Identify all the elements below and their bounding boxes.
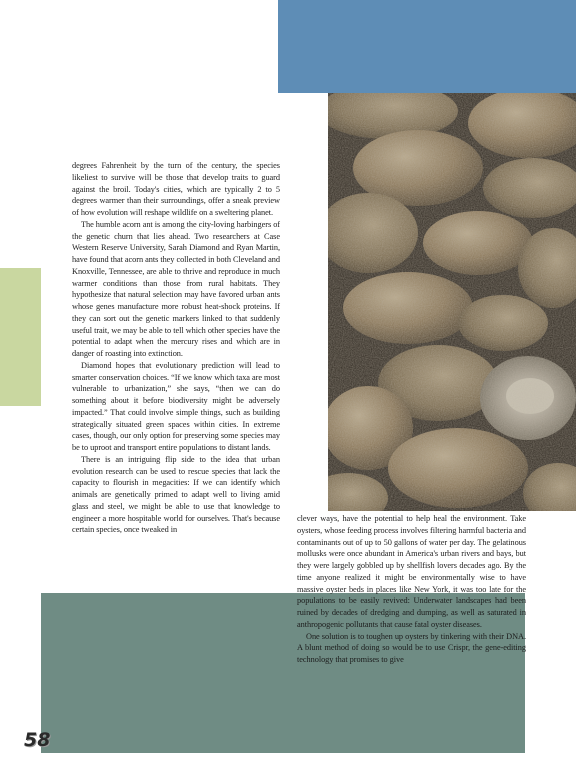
article-column-left xyxy=(72,160,280,536)
article-paragraph: One solution is to toughen up oysters by tinkering with their DNA. A blunt method of doing so would be to use Crispr, the gene-editing technology that promises to give xyxy=(297,631,526,664)
article-paragraph: The humble acorn ant is among the city-loving harbingers of the genetic churn that lies ahead. Two researchers at Case Western Reserve University, Sarah Diamond and Ryan Martin, have found that acorn ants they collected in both Cleveland and Knoxville, Tennessee, are able to thrive and reproduce in much warmer conditions than those from rural habitats. They hypothesize that natural selection may have favored urban ants whose genes manufacture more robust heat-shock proteins. If they can sort out the genetic markers linked to that suddenly useful trait, we may be able to tell which other species have the potential to adapt when the mercury rises and which are in danger of roasting into extinction. xyxy=(72,219,280,358)
article-paragraph: There is an intriguing flip side to the idea that urban evolution research can be used to rescue species that lack the capacity to flourish in megacities: If we can identify which animals are genetically primed to adapt well to living amid glass and steel, we might be able to use that knowledge to engineer a more hospitable world for ourselves. That's because certain species, once tweaked in xyxy=(72,454,280,535)
oysters-photo xyxy=(328,93,576,511)
green-color-block xyxy=(0,268,41,406)
blue-color-block xyxy=(278,0,576,93)
article-paragraph: clever ways, have the potential to help heal the environment. Take oysters, whose feeding process involves filtering harmful bacteria and contaminants out of up to 50 gallons of water per day. The gelatinous mollusks were once abundant in America's urban rivers and bays, but they were largely gobbled up by shellfish lovers decades ago. By the time anyone realized it might be environmentally wise to have massive oyster beds in places like New York, it was too late for the populations to be easily revived: Underwater landscapes had been ruined by decades of dredging and dumping, as well as saturated in anthropogenic pollutants that cause fatal oyster diseases. xyxy=(297,514,526,629)
article-column-right xyxy=(297,513,526,666)
article-paragraph: Diamond hopes that evolutionary prediction will lead to smarter conservation choices. “If we know which taxa are most vulnerable to urbanization,” she says, “then we can do something about it before biodiversity might be adversely impacted.” That could involve simple things, such as building strategically situated green spaces within cities. In extreme cases, though, our only option for preserving some species may be to uproot and transport entire populations to distant lands. xyxy=(72,360,280,452)
page-number: 58 xyxy=(24,729,51,751)
article-paragraph: degrees Fahrenheit by the turn of the century, the species likeliest to survive will be those that develop traits to guard against the broil. Today's cities, which are typically 2 to 5 degrees warmer than their surroundings, offer a sneak preview of how evolution will reshape wildlife on a sweltering planet. xyxy=(72,161,280,217)
